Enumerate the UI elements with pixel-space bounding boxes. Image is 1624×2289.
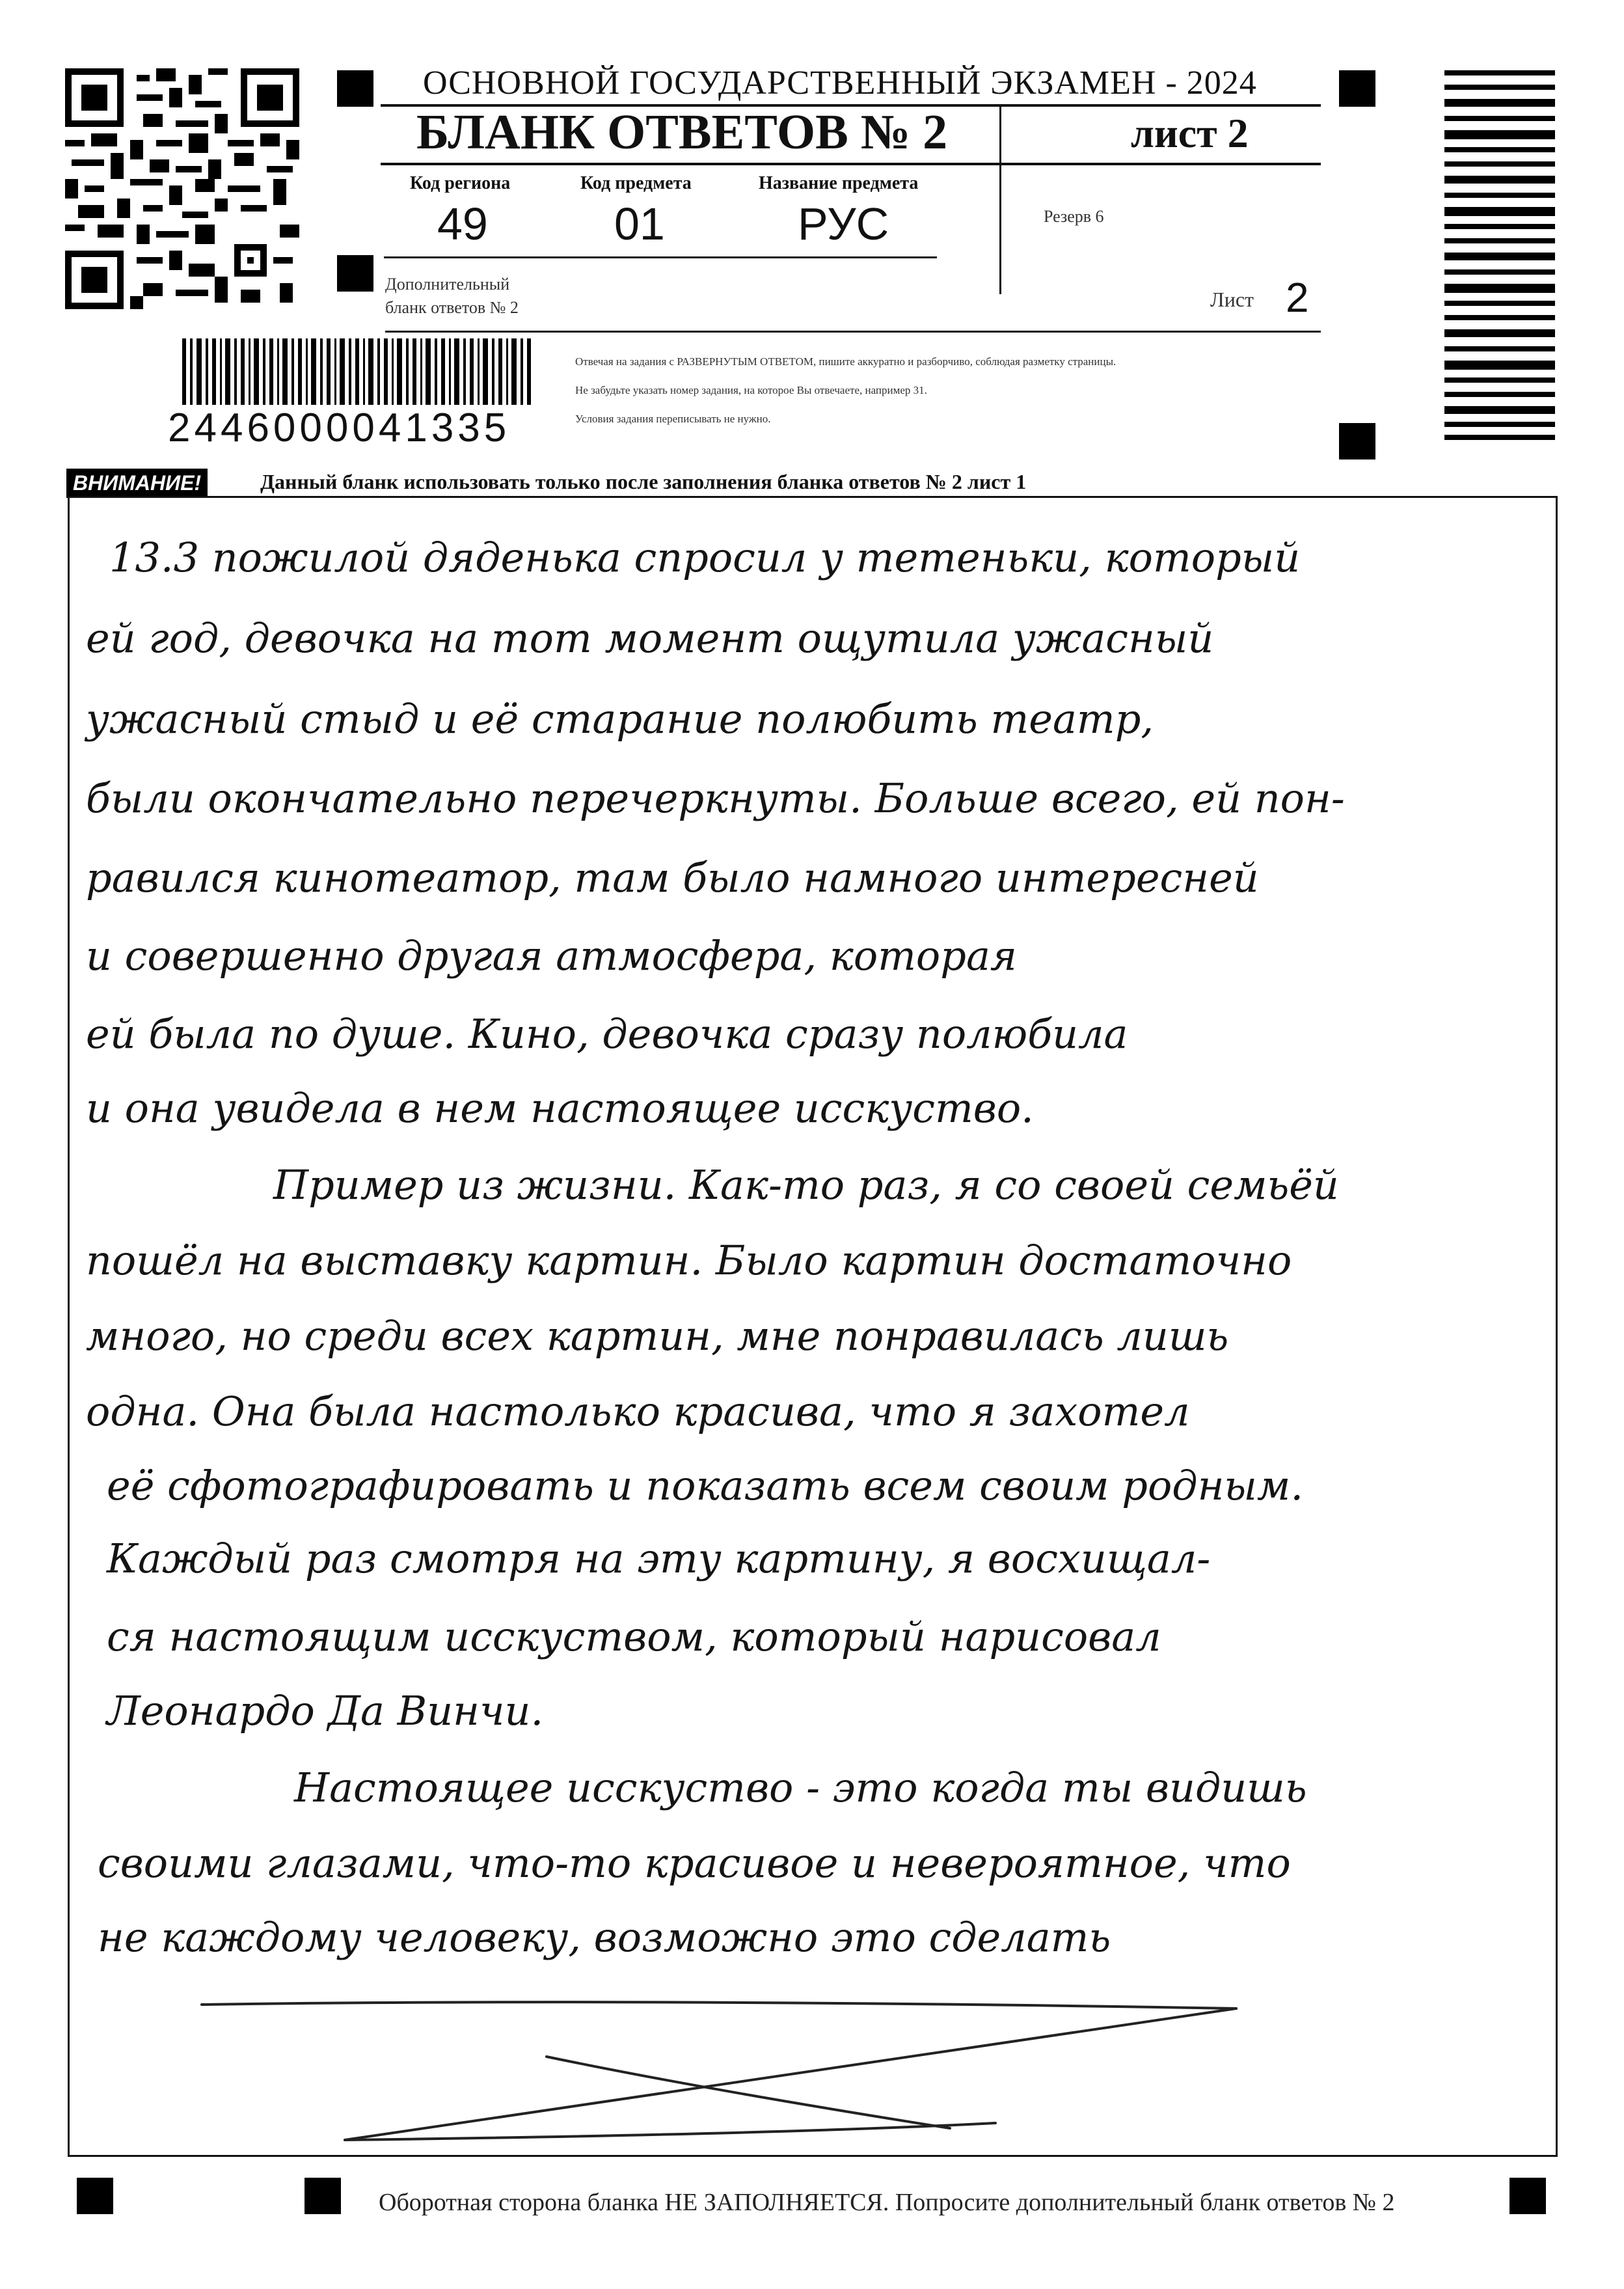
additional-form-label: Дополнительный <box>385 275 510 294</box>
region-code-value: 49 <box>437 199 488 249</box>
warning-badge: ВНИМАНИЕ! <box>66 469 208 498</box>
timing-stripes <box>1444 70 1555 441</box>
sheet-field-label: Лист <box>1210 288 1254 311</box>
barcode-number: 2446000041335 <box>168 405 532 451</box>
answer-line: ей год, девочка на тот момент ощутила ужасный <box>86 614 1214 662</box>
header-divider <box>384 256 937 258</box>
answer-line: ей была по душе. Кино, девочка сразу полюбила <box>86 1010 1128 1058</box>
exam-title: ОСНОВНОЙ ГОСУДАРСТВЕННЫЙ ЭКЗАМЕН - 2024 <box>423 64 1257 102</box>
answer-line: одна. Она была настолько красива, что я захотел <box>86 1388 1190 1435</box>
registration-marker <box>1339 70 1375 107</box>
answer-line: Пример из жизни. Как-то раз, я со своей семьёй <box>273 1161 1339 1209</box>
header-vertical-divider <box>999 105 1001 294</box>
answer-line: много, но среди всех картин, мне понравилась лишь <box>86 1312 1229 1360</box>
qr-code-icon <box>65 68 299 310</box>
answer-line: пошёл на выставку картин. Было картин достаточно <box>86 1237 1292 1284</box>
header-divider <box>381 163 1321 165</box>
subject-code-value: 01 <box>614 199 665 249</box>
answer-line: Каждый раз смотря на эту картину, я восхищал- <box>107 1535 1211 1582</box>
sheet-label: лист 2 <box>1131 110 1249 156</box>
instruction-line: Условия задания переписывать не нужно. <box>575 413 771 425</box>
sheet-field-value: 2 <box>1286 274 1309 321</box>
registration-marker <box>337 70 373 107</box>
registration-marker <box>304 2178 341 2214</box>
additional-form-label-2: бланк ответов № 2 <box>385 298 519 317</box>
warning-text: Данный бланк использовать только после заполнения бланка ответов № 2 лист 1 <box>260 470 1027 493</box>
registration-marker <box>1509 2178 1546 2214</box>
header-divider <box>385 331 1321 333</box>
answer-line: равился кинотеатор, там было намного интересней <box>86 854 1259 901</box>
answer-line: ся настоящим исскуством, который нарисовал <box>107 1613 1161 1660</box>
subject-name-label: Название предмета <box>759 173 919 193</box>
registration-marker <box>1339 423 1375 459</box>
answer-line: были окончательно перечеркнуты. Больше всего, ей пон- <box>86 774 1345 822</box>
reserve-label: Резерв 6 <box>1044 207 1104 226</box>
answer-line: своими глазами, что-то красивое и невероятное, что <box>98 1839 1291 1887</box>
subject-code-label: Код предмета <box>580 173 692 193</box>
answer-line: Леонардо Да Винчи. <box>107 1687 544 1734</box>
instruction-line: Не забудьте указать номер задания, на которое Вы отвечаете, например 31. <box>575 384 927 396</box>
subject-name-value: РУС <box>798 199 889 249</box>
answer-line: 13.3 пожилой дяденька спросил у тетеньки, который <box>109 534 1301 581</box>
footer-note: Оборотная сторона бланка НЕ ЗАПОЛНЯЕТСЯ. Попросите дополнительный бланк ответов № 2 <box>379 2189 1395 2216</box>
form-title: БЛАНК ОТВЕТОВ № 2 <box>416 105 948 159</box>
answer-line: её сфотографировать и показать всем своим родным. <box>107 1462 1304 1509</box>
registration-marker <box>77 2178 113 2214</box>
registration-marker <box>337 255 373 292</box>
answer-line: и совершенно другая атмосфера, которая <box>86 932 1017 980</box>
instruction-line: Отвечая на задания с РАЗВЕРНУТЫМ ОТВЕТОМ, пишите аккуратно и разборчиво, соблюдая разметку страницы. <box>575 355 1116 368</box>
answer-line: и она увидела в нем настоящее исскуство. <box>86 1084 1034 1132</box>
answer-line: ужасный стыд и её старание полюбить театр, <box>86 695 1154 743</box>
answer-line: Настоящее исскуство - это когда ты видишь <box>294 1764 1307 1811</box>
region-code-label: Код региона <box>410 173 511 193</box>
z-strike-mark <box>182 1985 1249 2148</box>
answer-line: не каждому человеку, возможно это сделать <box>98 1913 1111 1961</box>
